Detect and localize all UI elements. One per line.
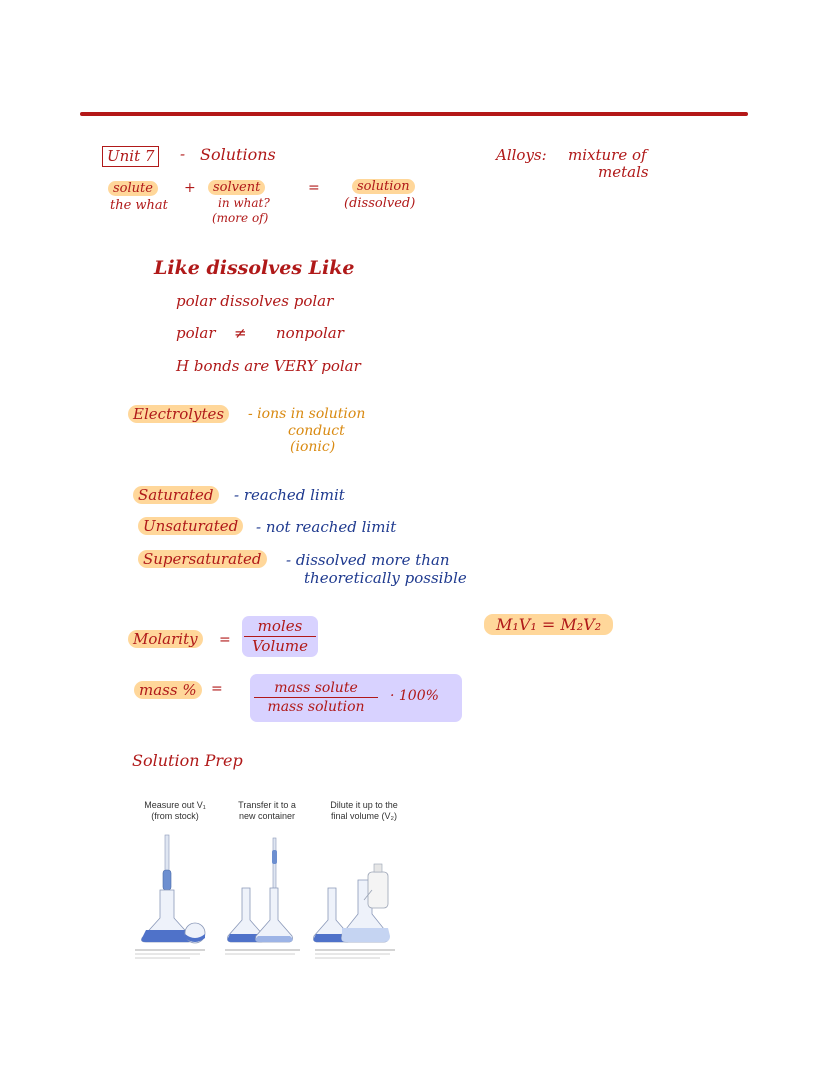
top-red-rule	[80, 112, 748, 116]
supersaturated-def1: - dissolved more than	[286, 551, 450, 569]
solvent-term: solvent	[208, 180, 265, 195]
unsaturated-def: - not reached limit	[256, 518, 397, 536]
saturated-def: - reached limit	[234, 486, 345, 504]
mass-percent-term: mass %	[134, 681, 202, 699]
step3-flask-icon	[314, 864, 391, 942]
step3-label: Dilute it up to the final volume (V₂)	[330, 800, 398, 821]
like-dissolves-like-title: Like dissolves Like	[154, 257, 355, 279]
like-line1: polar dissolves polar	[176, 292, 334, 310]
electrolytes-def1: - ions in solution	[248, 406, 366, 422]
mass-percent-times: · 100%	[390, 688, 439, 704]
electrolytes-def2: conduct	[288, 423, 345, 439]
molarity-numerator: moles	[257, 617, 303, 635]
electrolytes-term: Electrolytes	[128, 405, 229, 423]
topic-title: Solutions	[200, 145, 276, 164]
unit-box: Unit 7	[102, 146, 159, 167]
solute-note: the what	[110, 198, 168, 213]
step1-flask-icon	[142, 835, 206, 943]
supersaturated-term: Supersaturated	[138, 550, 267, 568]
mass-percent-equals: =	[211, 681, 223, 697]
header-dash: -	[180, 145, 186, 163]
like-line2-left: polar	[176, 324, 216, 342]
solution-term: solution	[352, 179, 415, 194]
equals-sign: =	[308, 180, 320, 196]
step2-flask-icon	[228, 838, 293, 942]
solvent-note1: in what?	[218, 196, 270, 210]
fraction-bar	[254, 697, 378, 698]
step2-label: Transfer it to a new container	[238, 800, 296, 821]
mass-percent-numerator: mass solute	[274, 680, 358, 696]
step1-label: Measure out V₁ (from stock)	[144, 800, 206, 821]
molarity-equals: =	[219, 632, 231, 648]
mass-percent-fraction	[254, 680, 378, 715]
mass-percent-denominator: mass solution	[267, 699, 365, 715]
saturated-term: Saturated	[133, 486, 219, 504]
not-equal-sign: ≠	[234, 324, 247, 342]
plus-sign: +	[184, 180, 196, 196]
solution-prep-illustration	[130, 830, 420, 970]
alloys-term: Alloys:	[496, 146, 547, 164]
like-line3: H bonds are VERY polar	[176, 357, 361, 375]
molarity-term: Molarity	[128, 630, 203, 648]
solution-note: (dissolved)	[344, 196, 416, 211]
alloys-def-line2: metals	[598, 163, 649, 181]
unsaturated-term: Unsaturated	[138, 517, 243, 535]
dilution-formula: M₁V₁ = M₂V₂	[484, 614, 613, 635]
like-line2-right: nonpolar	[276, 324, 344, 342]
alloys-def-line1: mixture of	[568, 146, 647, 164]
molarity-denominator: Volume	[251, 637, 309, 655]
solvent-note2: (more of)	[212, 211, 269, 225]
electrolytes-def3: (ionic)	[290, 439, 336, 455]
solution-prep-title: Solution Prep	[132, 751, 243, 770]
molarity-fraction	[242, 616, 318, 657]
supersaturated-def2: theoretically possible	[304, 569, 467, 587]
solute-term: solute	[108, 181, 158, 196]
